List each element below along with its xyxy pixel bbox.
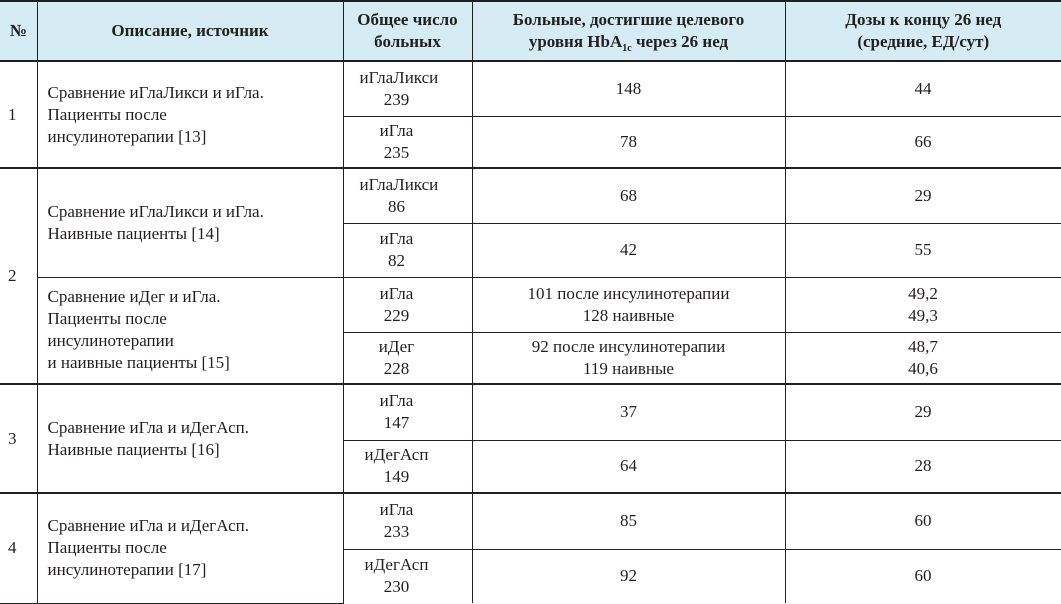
study-number: 2 — [0, 168, 37, 384]
study-number: 4 — [0, 493, 37, 603]
description-line: Наивные пациенты [14] — [48, 223, 343, 245]
patient-count: 149 — [360, 466, 434, 488]
description-line: Сравнение иГлаЛикси и иГла. — [48, 201, 343, 223]
target-cell: 148 — [472, 61, 785, 116]
target-line: 101 после инсулинотерапии — [473, 283, 785, 305]
description-line: Сравнение иГлаЛикси и иГла. — [48, 82, 343, 104]
dose-cell: 66 — [785, 116, 1061, 168]
header-number: № — [0, 1, 37, 61]
description-line: Сравнение иГла и иДегАсп. — [48, 515, 343, 537]
description-line: Пациенты после — [48, 537, 343, 559]
dose-cell: 55 — [785, 223, 1061, 277]
patient-count: 233 — [360, 521, 434, 543]
study-description — [37, 168, 343, 277]
target-cell: 92 — [472, 549, 785, 603]
patients-cell — [343, 549, 472, 603]
patient-count: 86 — [360, 196, 434, 218]
target-line: 92 после инсулинотерапии — [473, 336, 785, 358]
header-target-hba: уровня HbA — [529, 32, 622, 51]
header-description: Описание, источник — [37, 1, 343, 61]
dose-cell — [785, 277, 1061, 332]
drug-name: иГла — [360, 120, 434, 142]
dose-cell: 60 — [785, 549, 1061, 603]
patient-count: 229 — [360, 305, 434, 327]
dose-cell — [785, 332, 1061, 384]
patient-count: 235 — [360, 142, 434, 164]
patients-cell — [343, 168, 472, 223]
target-cell — [472, 277, 785, 332]
patient-count: 230 — [360, 576, 434, 598]
dose-line: 49,2 — [786, 283, 1061, 305]
table-row — [0, 61, 1061, 116]
description-line: Сравнение иГла и иДегАсп. — [48, 417, 343, 439]
target-cell: 37 — [472, 384, 785, 440]
study-description — [37, 277, 343, 384]
header-target-subscript: 1c — [622, 43, 631, 54]
drug-name: иДегАсп — [360, 554, 434, 576]
dose-cell: 29 — [785, 168, 1061, 223]
description-line: и наивные пациенты [15] — [48, 352, 343, 374]
dose-line: 49,3 — [786, 305, 1061, 327]
study-description — [37, 493, 343, 603]
patient-count: 82 — [360, 250, 434, 272]
study-description — [37, 384, 343, 493]
drug-name: иДег — [360, 336, 434, 358]
patient-count: 239 — [360, 89, 434, 111]
description-line: Пациенты после — [48, 104, 343, 126]
target-line: 128 наивные — [473, 305, 785, 327]
patients-cell — [343, 116, 472, 168]
target-cell: 68 — [472, 168, 785, 223]
target-cell: 64 — [472, 440, 785, 493]
patients-cell — [343, 440, 472, 493]
patients-cell — [343, 384, 472, 440]
patients-cell — [343, 223, 472, 277]
header-total-line1: Общее число — [344, 9, 472, 31]
study-description — [37, 61, 343, 168]
header-total-patients — [343, 1, 472, 61]
study-number: 1 — [0, 61, 37, 168]
header-total-line2: больных — [344, 31, 472, 53]
header-doses-line2: (средние, ЕД/сут) — [786, 31, 1061, 53]
drug-name: иГлаЛикси — [360, 174, 434, 196]
header-target-reached — [472, 1, 785, 61]
dose-cell: 60 — [785, 493, 1061, 549]
description-line: инсулинотерапии — [48, 330, 343, 352]
patients-cell — [343, 61, 472, 116]
description-line: Пациенты после — [48, 308, 343, 330]
target-cell: 85 — [472, 493, 785, 549]
dose-line: 48,7 — [786, 336, 1061, 358]
table-row — [0, 493, 1061, 549]
drug-name: иГла — [360, 390, 434, 412]
drug-name: иГла — [360, 499, 434, 521]
header-row — [0, 1, 1061, 61]
dose-line: 40,6 — [786, 358, 1061, 380]
patient-count: 147 — [360, 412, 434, 434]
target-cell — [472, 332, 785, 384]
target-line: 119 наивные — [473, 358, 785, 380]
dose-cell: 44 — [785, 61, 1061, 116]
drug-name: иГла — [360, 283, 434, 305]
patients-cell — [343, 493, 472, 549]
header-target-weeks: через 26 нед — [632, 32, 728, 51]
target-cell: 42 — [472, 223, 785, 277]
patients-cell — [343, 277, 472, 332]
table-row — [0, 277, 1061, 332]
study-number: 3 — [0, 384, 37, 493]
description-line: инсулинотерапии [13] — [48, 126, 343, 148]
target-cell: 78 — [472, 116, 785, 168]
patients-cell — [343, 332, 472, 384]
table-row — [0, 168, 1061, 223]
header-doses-line1: Дозы к концу 26 нед — [786, 9, 1061, 31]
table-row — [0, 384, 1061, 440]
header-doses — [785, 1, 1061, 61]
header-target-line1: Больные, достигшие целевого — [473, 9, 785, 31]
description-line: инсулинотерапии [17] — [48, 559, 343, 581]
drug-name: иГлаЛикси — [360, 67, 434, 89]
drug-name: иДегАсп — [360, 444, 434, 466]
patient-count: 228 — [360, 358, 434, 380]
description-line: Наивные пациенты [16] — [48, 439, 343, 461]
header-target-line2 — [473, 31, 785, 53]
dose-cell: 29 — [785, 384, 1061, 440]
description-line: Сравнение иДег и иГла. — [48, 286, 343, 308]
drug-name: иГла — [360, 228, 434, 250]
dose-cell: 28 — [785, 440, 1061, 493]
